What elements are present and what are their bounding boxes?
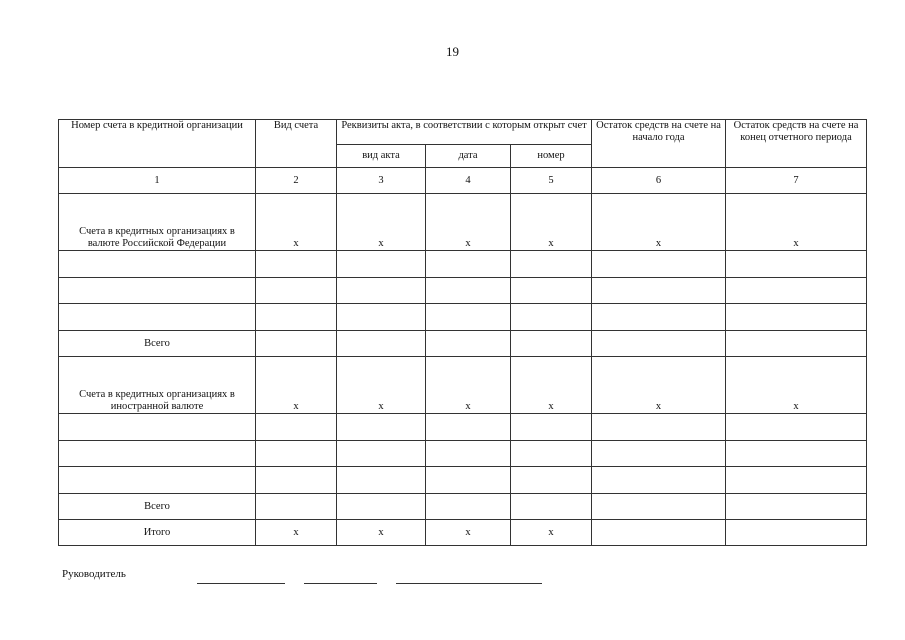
- header-act-type: вид акта: [337, 145, 426, 168]
- signature-line: [197, 583, 285, 584]
- group-row: [59, 194, 867, 251]
- table-row: [59, 414, 867, 441]
- column-number: 4: [426, 168, 511, 194]
- table-row: [59, 251, 867, 278]
- column-number: 3: [337, 168, 426, 194]
- table-row: [59, 278, 867, 304]
- header-act-details: Реквизиты акта, в соответствии с которым открыт счет: [337, 120, 592, 145]
- column-number: 5: [511, 168, 592, 194]
- table-row: [59, 304, 867, 331]
- na-cell: x: [337, 520, 426, 546]
- group-row: [59, 357, 867, 414]
- table-row: [59, 441, 867, 467]
- header-act-date: дата: [426, 145, 511, 168]
- total-label: Всего: [59, 331, 256, 357]
- na-cell: x: [592, 357, 726, 414]
- na-cell: x: [426, 357, 511, 414]
- grand-total-label: Итого: [59, 520, 256, 546]
- na-cell: x: [511, 520, 592, 546]
- na-cell: x: [337, 194, 426, 251]
- na-cell: x: [256, 357, 337, 414]
- na-cell: x: [426, 194, 511, 251]
- header-balance-end: Остаток средств на счете на конец отчетного периода: [726, 120, 867, 168]
- na-cell: x: [726, 357, 867, 414]
- grand-total-row: [59, 520, 867, 546]
- na-cell: x: [256, 520, 337, 546]
- column-number-row: [59, 168, 867, 194]
- na-cell: x: [511, 194, 592, 251]
- signature-line: [396, 583, 542, 584]
- group-label: Счета в кредитных организациях в иностранной валюте: [59, 357, 256, 414]
- column-number: 2: [256, 168, 337, 194]
- na-cell: x: [337, 357, 426, 414]
- column-number: 1: [59, 168, 256, 194]
- header-account-type: Вид счета: [256, 120, 337, 168]
- signatory-label: Руководитель: [62, 568, 126, 580]
- na-cell: x: [426, 520, 511, 546]
- column-number: 6: [592, 168, 726, 194]
- na-cell: x: [511, 357, 592, 414]
- group-label: Счета в кредитных организациях в валюте Российской Федерации: [59, 194, 256, 251]
- column-number: 7: [726, 168, 867, 194]
- signature-line: [304, 583, 377, 584]
- accounts-table: [58, 119, 867, 546]
- header-account-number: Номер счета в кредитной организации: [59, 120, 256, 168]
- page-number: 19: [446, 44, 459, 59]
- total-row: [59, 494, 867, 520]
- header-act-number: номер: [511, 145, 592, 168]
- total-label: Всего: [59, 494, 256, 520]
- table-row: [59, 467, 867, 494]
- na-cell: x: [592, 194, 726, 251]
- total-row: [59, 331, 867, 357]
- na-cell: x: [256, 194, 337, 251]
- header-balance-start: Остаток средств на счете на начало года: [592, 120, 726, 168]
- na-cell: x: [726, 194, 867, 251]
